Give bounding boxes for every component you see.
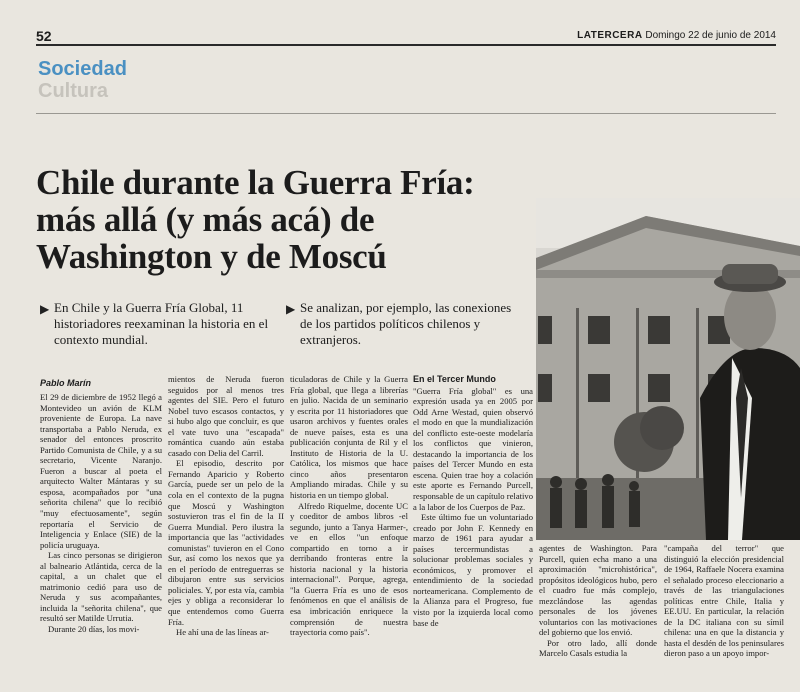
paragraph: Durante 20 días, los movi- (48, 624, 140, 635)
paragraph: El 29 de diciembre de 1952 llegó a Montevideo un avión de KLM proveniente de Europa. La nave transportaba a Pablo Neruda, ex senador del entonces proscrito Partido Comunista de Chile, y a su secretario, Vicente Naranjo. Fueron a buscar al poeta el arquitecto Walter Mántaras y su esposa, acompañados por "una señorita chilena" que lo recibió "muy efectuosamente", según reportaría el Servicio de Inteligencia y Enlace (SIE) de la policía uruguaya. (40, 392, 162, 550)
article-column (40, 392, 162, 684)
paragraph: "Guerra Fría global" es una expresión usada ya en 2005 por Odd Arne Westad, quien observó el modo en que la mundialización del conflicto este-oeste modelaría los conflictos que vinieron, destacando la importancia de los países del Tercer Mundo en esta escena. Quien trae hoy a colación este aporte es Fernando Purcell, responsable de un capítulo relativo a la labor de los Cuerpos de Paz. (413, 385, 533, 512)
section-primary: Sociedad (38, 58, 127, 80)
headline-line: Washington y de Moscú (36, 237, 387, 276)
page-header (36, 26, 776, 46)
section-label (38, 58, 127, 102)
paragraph: "campaña del terror" que distinguió la elección presidencial de 1964, Raffaele Nocera examina el señalado proceso eleccionario a través de las triangulaciones políticas entre Chile, Italia y EE.UU. En particular, la relación de la DC italiana con su símil chilena: una en que la distancia y hasta el desdén de los peninsulares dieron paso a un apoyo impor- (664, 543, 784, 659)
deck-item (286, 300, 526, 348)
triangle-bullet-icon: ▶ (286, 302, 296, 316)
paragraph: ticuladoras de Chile y la Guerra Fría global, que llega a librerías en julio. Nacida de un seminario y escrita por 11 historiadores que usaron archivos y fuentes orales de nueve países, esta es una publicación conjunta de Ril y el Instituto de Historia de la U. Católica, los mismos que hace cinco años presentaron Ampliando miradas. Chile y su historia en un tiempo global. (290, 374, 408, 501)
article-column (168, 374, 284, 684)
article-column (290, 374, 408, 684)
section-secondary: Cultura (38, 80, 108, 102)
paragraph: El episodio, descrito por Fernando Aparicio y Roberto García, puede ser un pelo de la cola en el contexto de la pugna que Moscú y Washington sostuvieron tras el fin de la II Guerra Mundial. Pero ilustra la importancia que las "actividades comunistas" tuvieron en el Cono Sur, así como los nexos que ya en el período de entreguerras se dibujaron entre sus servicios policiales. Y, por esta vía, cambia ejes y obliga a reconsiderar lo que entendemos como Guerra Fría. (168, 458, 284, 627)
paragraph: He ahí una de las líneas ar- (176, 627, 269, 638)
article-column (664, 543, 784, 684)
subheading: En el Tercer Mundo (413, 374, 496, 384)
headline-line: más allá (y más acá) de (36, 200, 375, 239)
paragraph: mientos de Neruda fueron seguidos por al menos tres agentes del SIE. Pero el futuro Nobel tuvo escasos contactos, y si hubo algo que concluir, es que el vate tuvo una "escapada" romántica cuando aún estaba casado con Delia del Carril. (168, 374, 284, 458)
paragraph: agentes de Washington. Para Purcell, quien echa mano a una aproximación "microhistórica", propósitos ideológicos hubo, pero el cuadro fue más complejo, mezclándose las agendas personales de los jóvenes voluntarios con las motivaciones del gobierno que los envió. (539, 543, 657, 638)
paragraph: Alfredo Riquelme, docente UC y coeditor de ambos libros -el segundo, junto a Tanya Harmer-, ve en ellos "un enfoque compartido en torno a ir derribando fronteras entre la historia nacional y la historia internacional". Porque, agrega, "la Guerra Fría es uno de esos fenómenos en que el análisis de esa imbricación enriquece la comprensión de nuestra trayectoria como país". (290, 500, 408, 638)
deck-text: Se analizan, por ejemplo, las conexiones de los partidos políticos chilenos y extranjeros. (300, 300, 512, 347)
page-number: 52 (36, 28, 52, 44)
article-headline (36, 164, 536, 275)
triangle-bullet-icon: ▶ (40, 302, 50, 316)
neruda-photo (536, 198, 800, 540)
deck-item (40, 300, 278, 348)
headline-line: Chile durante la Guerra Fría: (36, 163, 475, 202)
byline: Pablo Marín (40, 378, 92, 388)
folio (577, 30, 776, 41)
section-divider (36, 113, 776, 114)
paragraph: Las cinco personas se dirigieron al balneario Atlántida, cerca de la capital, a un chalet que el matrimonio cedió para uso de Neruda y sus acompañantes, incluida la "señorita chilena", que resultó ser Matilde Urrutia. (40, 550, 162, 624)
issue-date: Domingo 22 de junio de 2014 (645, 30, 776, 41)
paragraph: Por otro lado, allí donde Marcelo Casals estudia la (539, 637, 657, 659)
paragraph: Este último fue un voluntariado creado por John F. Kennedy en marzo de 1961 para ayudar a países tercermundistas a solucionar problemas sociales y económicos, y promover el entendimiento de la sociedad norteamericana. Complemento de la Alianza para el Progreso, fue visto por la izquierda local como base de (413, 512, 533, 628)
newspaper-name: LATERCERA (577, 30, 643, 41)
deck-text: En Chile y la Guerra Fría Global, 11 historiadores reexaminan la historia en el contexto mundial. (54, 300, 269, 347)
article-column (413, 374, 533, 684)
article-column (539, 543, 657, 684)
